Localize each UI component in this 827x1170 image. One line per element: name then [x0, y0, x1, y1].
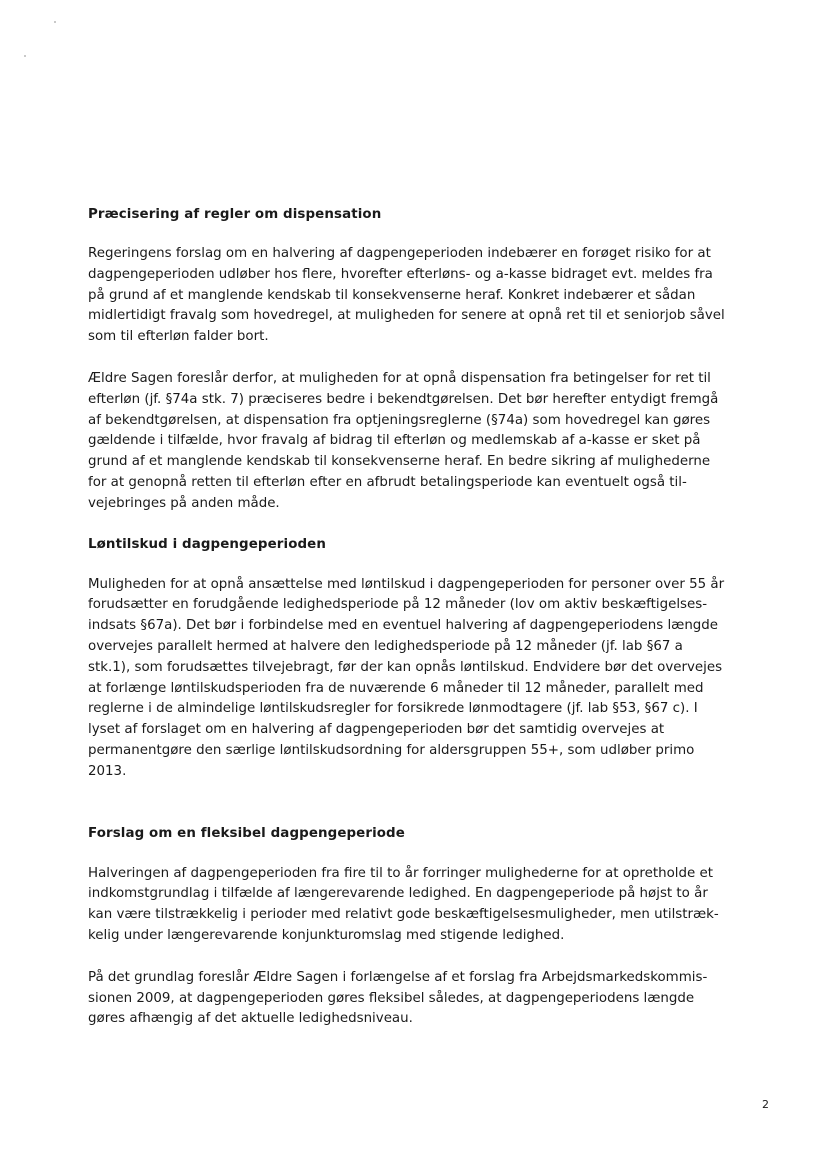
- text-line: for at genopnå retten til efterløn efter en afbrudt betalingsperiode kan eventuelt også til-: [88, 474, 687, 490]
- text-line: Ældre Sagen foreslår derfor, at muligheden for at opnå dispensation fra betingelser for ret til: [88, 370, 711, 386]
- text-line: midlertidigt fravalg som hovedregel, at muligheden for senere at opnå ret til et seniorjob såvel: [88, 308, 725, 324]
- text-line: Regeringens forslag om en halvering af dagpengeperioden indebærer en forøget risiko for at: [88, 246, 711, 261]
- text-line: kelig under længerevarende konjunkturomslag med stigende ledighed.: [88, 927, 565, 943]
- text-line: Halveringen af dagpengeperioden fra fire til to år forringer mulighederne for at opretholde et: [88, 865, 714, 881]
- paragraph: [88, 968, 776, 1030]
- text-line: dagpengeperioden udløber hos flere, hvorefter efterløns- og a-kasse bidraget evt. meldes fra: [88, 266, 713, 282]
- paragraph: [88, 244, 776, 348]
- text-line: permanentgøre den særlige løntilskudsordning for aldersgruppen 55+, som udløber primo: [88, 742, 695, 758]
- text-line: reglerne i de almindelige løntilskudsregler for forsikrede lønmodtagere (jf. lab §53, §67 c). I: [88, 701, 698, 717]
- text-line: gøres afhængig af det aktuelle ledighedsniveau.: [88, 1011, 413, 1027]
- section-heading-fleksibel-dagpengeperiode: Forslag om en fleksibel dagpengeperiode: [88, 825, 405, 841]
- text-line: sionen 2009, at dagpengeperioden gøres fleksibel således, at dagpengeperiodens længde: [88, 990, 695, 1006]
- section-heading-loentilskud: Løntilskud i dagpengeperioden: [88, 536, 326, 552]
- scan-speck: [24, 55, 26, 57]
- text-line: grund af et manglende kendskab til konsekvenserne heraf. En bedre sikring af mulighederne: [88, 454, 711, 470]
- text-line: forudsætter en forudgående ledighedsperiode på 12 måneder (lov om aktiv beskæftigelses-: [88, 597, 708, 613]
- document-body: [88, 205, 776, 1030]
- paragraph: [88, 575, 776, 783]
- text-line: indkomstgrundlag i tilfælde af længerevarende ledighed. En dagpengeperiode på højst to år: [88, 886, 708, 902]
- text-line: stk.1), som forudsættes tilvejebragt, før der kan opnås løntilskud. Endvidere bør det overvejes: [88, 659, 723, 675]
- text-line: 2013.: [88, 763, 127, 779]
- text-line: efterløn (jf. §74a stk. 7) præciseres bedre i bekendtgørelsen. Det bør herefter entydigt fremgå: [88, 391, 719, 407]
- page-number: 2: [762, 1098, 769, 1111]
- text-line: lyset af forslaget om en halvering af dagpengeperioden bør det samtidig overvejes at: [88, 722, 665, 738]
- text-line: på grund af et manglende kendskab til konsekvenserne heraf. Konkret indebærer et sådan: [88, 287, 696, 303]
- section-heading-dispensation: Præcisering af regler om dispensation: [88, 207, 382, 222]
- text-line: På det grundlag foreslår Ældre Sagen i forlængelse af et forslag fra Arbejdsmarkedskommis-: [88, 969, 708, 985]
- text-line: at forlænge løntilskudsperioden fra de nuværende 6 måneder til 12 måneder, parallelt med: [88, 680, 704, 696]
- paragraph: [88, 369, 776, 515]
- text-line: gældende i tilfælde, hvor fravalg af bidrag til efterløn og medlemskab af a-kasse er sket på: [88, 433, 701, 449]
- text-line: vejebringes på anden måde.: [88, 495, 280, 511]
- text-line: som til efterløn falder bort.: [88, 329, 269, 345]
- scan-speck: [54, 21, 56, 23]
- text-line: overvejes parallelt hermed at halvere den ledighedsperiode på 12 måneder (jf. lab §67 a: [88, 638, 683, 654]
- text-line: indsats §67a). Det bør i forbindelse med en eventuel halvering af dagpengeperiodens længde: [88, 618, 719, 634]
- text-line: kan være tilstrækkelig i perioder med relativt gode beskæftigelsesmuligheder, men utilstræk-: [88, 907, 719, 923]
- paragraph: [88, 864, 776, 947]
- text-line: Muligheden for at opnå ansættelse med løntilskud i dagpengeperioden for personer over 55 år: [88, 576, 725, 592]
- text-line: af bekendtgørelsen, at dispensation fra optjeningsreglerne (§74a) som hovedregel kan gøres: [88, 412, 711, 428]
